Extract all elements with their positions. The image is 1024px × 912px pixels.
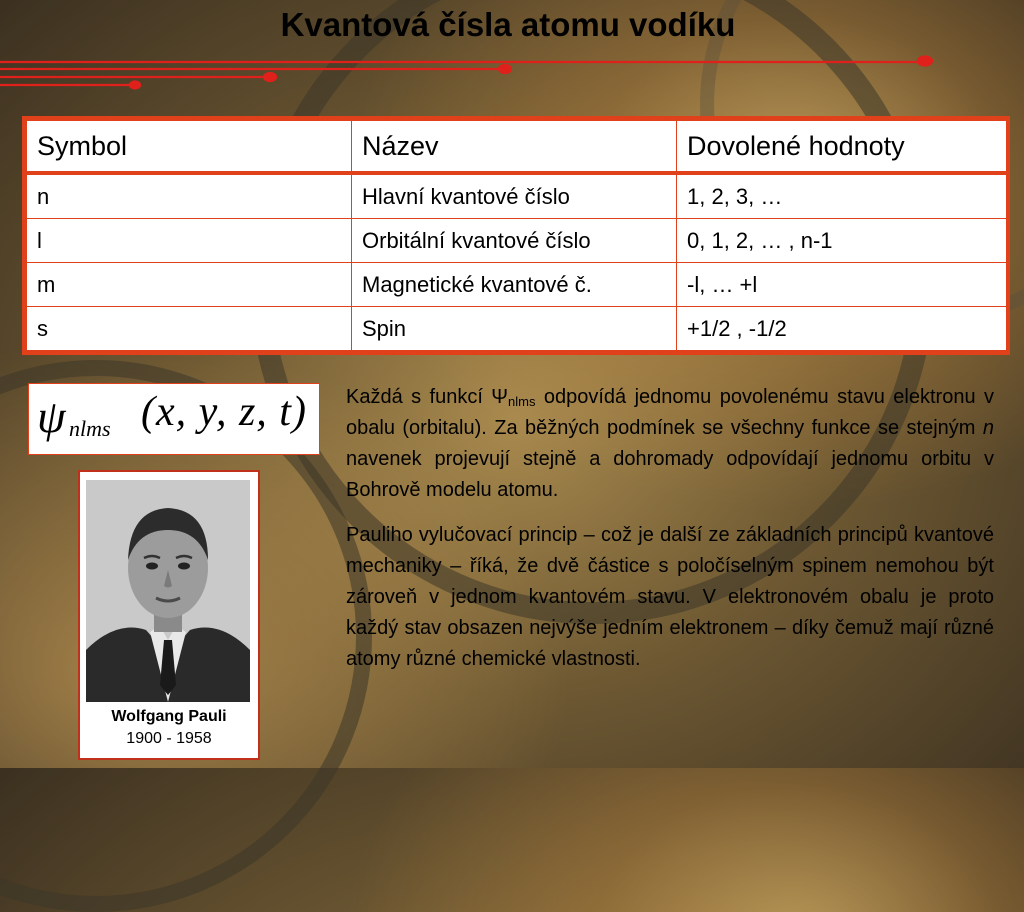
paragraph-wavefunction — [346, 382, 994, 506]
formula-psi: ψ — [37, 391, 66, 442]
header-allowed-values: Dovolené hodnoty — [677, 121, 1007, 174]
cell-name: Hlavní kvantové číslo — [352, 173, 677, 219]
table-row — [27, 307, 1007, 351]
portrait-name: Wolfgang Pauli — [111, 708, 227, 725]
table-row — [27, 263, 1007, 307]
slide-title: Kvantová čísla atomu vodíku — [280, 6, 736, 43]
cell-name: Spin — [352, 307, 677, 351]
cell-values: +1/2 , -1/2 — [677, 307, 1007, 351]
formula-arguments: (x, y, z, t) — [141, 389, 307, 435]
cell-symbol: n — [27, 173, 352, 219]
paragraph-pauli-principle: Pauliho vylučovací princip – což je další ze základních principů kvantové mechaniky – říká, že dvě částice s poločíselným spinem nemohou být zároveň v jednom kvantovém stavu. V elektronovém obalu je proto každý stav obsazen nejvýše jedním elektronem – díky čemuž mají různé atomy různé chemické vlastnosti. — [346, 524, 994, 670]
cell-values: -l, … +l — [677, 263, 1007, 307]
paragraph1-italic: n — [982, 417, 994, 439]
portrait-years: 1900 - 1958 — [126, 730, 212, 747]
quantum-numbers-table — [22, 116, 1010, 355]
cell-name: Orbitální kvantové číslo — [352, 219, 677, 263]
wavefunction-formula — [28, 383, 320, 455]
header-symbol: Symbol — [27, 121, 352, 174]
table-row — [27, 173, 1007, 219]
paragraph1-end: navenek projevují stejně a dohromady odpovídají jednomu orbitu v Bohrově modelu atomu. — [346, 448, 994, 501]
table-header-row — [27, 121, 1007, 174]
paragraph1-middle: odpovídá jednomu povolenému stavu elektronu v obalu (orbitalu). Za běžných podmínek se všechny funkce se stejným — [346, 386, 994, 439]
cell-symbol: l — [27, 219, 352, 263]
portrait-photo — [86, 480, 250, 702]
cell-values: 0, 1, 2, … , n-1 — [677, 219, 1007, 263]
portrait-frame — [78, 470, 260, 760]
cell-symbol: m — [27, 263, 352, 307]
table-row — [27, 219, 1007, 263]
formula-subscript: nlms — [69, 416, 111, 441]
header-name: Název — [352, 121, 677, 174]
paragraph1-start: Každá s funkcí Ψ — [346, 386, 509, 408]
explanation-text — [346, 382, 994, 689]
paragraph1-subscript: nlms — [508, 394, 536, 409]
cell-symbol: s — [27, 307, 352, 351]
title-decoration-lines — [0, 52, 1024, 92]
cell-values: 1, 2, 3, … — [677, 173, 1007, 219]
cell-name: Magnetické kvantové č. — [352, 263, 677, 307]
portrait-illustration — [86, 480, 250, 702]
